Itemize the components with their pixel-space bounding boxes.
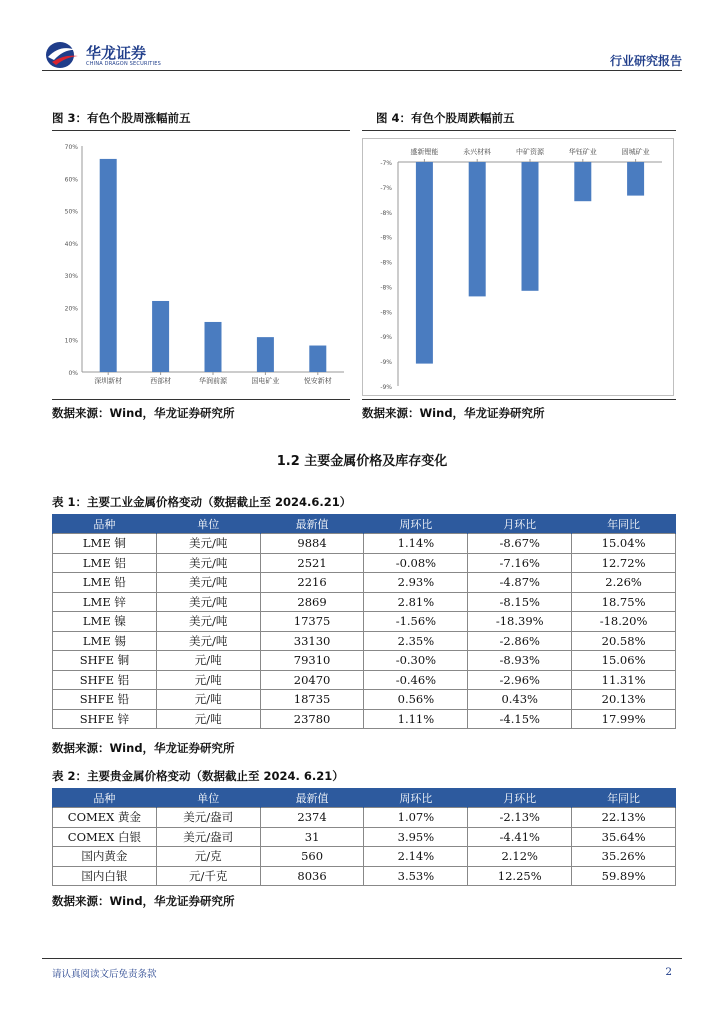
table-cell: SHFE 锌: [53, 709, 157, 729]
table-cell: 18.75%: [572, 592, 676, 612]
table-row: [53, 709, 676, 729]
table-cell: -2.96%: [468, 670, 572, 690]
table2-source: 数据来源：Wind，华龙证券研究所: [52, 894, 235, 908]
table1-header-cell: 年同比: [572, 514, 676, 534]
table-cell: 560: [260, 847, 364, 867]
bar: [522, 162, 539, 291]
table-row: [53, 612, 676, 632]
x-tick-label: 西部材: [150, 377, 172, 385]
table-row: [53, 866, 676, 886]
y-tick-label: -8%: [380, 309, 392, 317]
table-cell: 20470: [260, 670, 364, 690]
table-cell: 20.13%: [572, 690, 676, 710]
x-tick-label: 国电矿业: [251, 377, 280, 385]
y-tick-label: -9%: [380, 359, 392, 367]
figure3-source: 数据来源：Wind，华龙证券研究所: [52, 406, 235, 420]
figure3-bottom-rule: [52, 399, 350, 400]
y-tick-label: -8%: [380, 259, 392, 267]
bar: [205, 322, 222, 372]
y-tick-label: -9%: [380, 334, 392, 342]
table-cell: 12.25%: [468, 866, 572, 886]
x-tick-label: 华润前源: [199, 377, 227, 385]
table-cell: SHFE 铝: [53, 670, 157, 690]
table1: [52, 514, 676, 729]
table-cell: -0.30%: [364, 651, 468, 671]
table-cell: 1.14%: [364, 534, 468, 554]
table1-header-cell: 单位: [156, 514, 260, 534]
table-cell: 美元/吨: [156, 573, 260, 593]
table-cell: 3.95%: [364, 827, 468, 847]
table-row: [53, 827, 676, 847]
x-tick-label: 悦安新材: [303, 377, 332, 385]
y-tick-label: 20%: [64, 305, 78, 313]
figure4-title: 图 4：有色个股周跌幅前五: [376, 111, 515, 125]
table2-header-cell: 周环比: [364, 788, 468, 808]
table-cell: 1.11%: [364, 709, 468, 729]
table-cell: 15.06%: [572, 651, 676, 671]
y-tick-label: -8%: [380, 284, 392, 292]
table-cell: 美元/盎司: [156, 827, 260, 847]
table-cell: 33130: [260, 631, 364, 651]
table-cell: 15.04%: [572, 534, 676, 554]
table-cell: 8036: [260, 866, 364, 886]
bar: [627, 162, 644, 196]
table-cell: 元/克: [156, 847, 260, 867]
y-tick-label: 0%: [68, 370, 78, 377]
y-tick-label: -7%: [380, 184, 392, 192]
table-row: [53, 534, 676, 554]
table-cell: 2.26%: [572, 573, 676, 593]
table-cell: -18.39%: [468, 612, 572, 632]
table-cell: 国内黄金: [53, 847, 157, 867]
brand-subtitle: CHINA DRAGON SECURITIES: [86, 61, 161, 67]
table-cell: -2.86%: [468, 631, 572, 651]
table-cell: -8.93%: [468, 651, 572, 671]
table-cell: 美元/吨: [156, 534, 260, 554]
y-tick-label: -9%: [380, 384, 392, 391]
table2: [52, 788, 676, 886]
x-tick-label: 深圳新材: [94, 377, 123, 385]
table-cell: 59.89%: [572, 866, 676, 886]
table1-header-cell: 最新值: [260, 514, 364, 534]
figure4-title-rule: [362, 130, 676, 131]
table-cell: 2.93%: [364, 573, 468, 593]
table-cell: -8.15%: [468, 592, 572, 612]
table1-header-cell: 月环比: [468, 514, 572, 534]
table-cell: LME 铝: [53, 553, 157, 573]
table-cell: 0.56%: [364, 690, 468, 710]
table-cell: 22.13%: [572, 808, 676, 828]
table2-title: 表 2：主要贵金属价格变动（数据截止至 2024. 6.21）: [52, 769, 344, 783]
table-row: [53, 847, 676, 867]
table-cell: -1.56%: [364, 612, 468, 632]
bar: [257, 337, 274, 372]
y-tick-label: -8%: [380, 234, 392, 242]
table-cell: 23780: [260, 709, 364, 729]
table-cell: -2.13%: [468, 808, 572, 828]
table-cell: 美元/吨: [156, 592, 260, 612]
table-cell: 2.35%: [364, 631, 468, 651]
table-cell: -4.41%: [468, 827, 572, 847]
table1-source: 数据来源：Wind，华龙证券研究所: [52, 741, 235, 755]
table-row: [53, 573, 676, 593]
table-cell: 国内白银: [53, 866, 157, 886]
table-cell: -7.16%: [468, 553, 572, 573]
table-cell: 美元/吨: [156, 553, 260, 573]
table2-header-cell: 品种: [53, 788, 157, 808]
table1-header-cell: 品种: [53, 514, 157, 534]
table-cell: 1.07%: [364, 808, 468, 828]
figure4-chart-svg: [362, 138, 674, 396]
table2-header-cell: 月环比: [468, 788, 572, 808]
bar: [469, 162, 486, 296]
table1-header-row: [53, 514, 676, 534]
table-cell: COMEX 白银: [53, 827, 157, 847]
table-cell: -4.87%: [468, 573, 572, 593]
table-cell: 美元/吨: [156, 631, 260, 651]
figure3-chart: [52, 136, 350, 394]
table-row: [53, 670, 676, 690]
table-cell: 17375: [260, 612, 364, 632]
table-cell: 79310: [260, 651, 364, 671]
table-row: [53, 808, 676, 828]
table-cell: 31: [260, 827, 364, 847]
table-cell: 元/吨: [156, 709, 260, 729]
figure3-chart-svg: [52, 136, 350, 394]
table-cell: 0.43%: [468, 690, 572, 710]
table-row: [53, 553, 676, 573]
table-cell: SHFE 铜: [53, 651, 157, 671]
y-tick-label: 40%: [64, 240, 78, 248]
page-header: [42, 40, 682, 70]
bar: [416, 162, 433, 364]
brand-name: 华龙证券: [86, 44, 147, 62]
table-cell: 35.26%: [572, 847, 676, 867]
table-cell: -0.46%: [364, 670, 468, 690]
table-cell: 3.53%: [364, 866, 468, 886]
report-type: 行业研究报告: [609, 54, 682, 68]
table-cell: 2374: [260, 808, 364, 828]
x-tick-label: 盛新锂能: [410, 148, 439, 156]
table-cell: 元/吨: [156, 670, 260, 690]
table2-header-cell: 单位: [156, 788, 260, 808]
header-divider: [42, 70, 682, 71]
figure3-title: 图 3：有色个股周涨幅前五: [52, 111, 191, 125]
footer-divider: [42, 958, 682, 959]
table-cell: 2.12%: [468, 847, 572, 867]
table-cell: 2521: [260, 553, 364, 573]
bar: [574, 162, 591, 201]
table-cell: 20.58%: [572, 631, 676, 651]
table-cell: COMEX 黄金: [53, 808, 157, 828]
figure4-bottom-rule: [362, 399, 676, 400]
table2-header-row: [53, 788, 676, 808]
table-cell: 元/吨: [156, 651, 260, 671]
table-cell: 2869: [260, 592, 364, 612]
table-cell: 18735: [260, 690, 364, 710]
table-cell: SHFE 铅: [53, 690, 157, 710]
x-tick-label: 永兴材料: [463, 148, 492, 156]
bar: [152, 301, 169, 372]
table-cell: -4.15%: [468, 709, 572, 729]
table-row: [53, 651, 676, 671]
x-tick-label: 固城矿业: [621, 148, 650, 156]
y-tick-label: -7%: [380, 160, 392, 167]
table2-header-cell: 最新值: [260, 788, 364, 808]
figure4-source: 数据来源：Wind，华龙证券研究所: [362, 406, 545, 420]
bar: [100, 159, 117, 372]
y-tick-label: -8%: [380, 209, 392, 217]
section-title: 1.2 主要金属价格及库存变化: [276, 454, 448, 469]
y-tick-label: 30%: [64, 273, 78, 281]
table-cell: -8.67%: [468, 534, 572, 554]
table-cell: -0.08%: [364, 553, 468, 573]
table-cell: 2216: [260, 573, 364, 593]
y-tick-label: 60%: [64, 176, 78, 184]
table1-title: 表 1：主要工业金属价格变动（数据截止至 2024.6.21）: [52, 495, 352, 509]
table-cell: 美元/吨: [156, 612, 260, 632]
table-cell: 12.72%: [572, 553, 676, 573]
page-number: 2: [665, 966, 672, 978]
table-cell: LME 铜: [53, 534, 157, 554]
figure3-title-rule: [52, 130, 350, 131]
table-cell: LME 镍: [53, 612, 157, 632]
table-row: [53, 592, 676, 612]
hualong-logo-icon: [42, 40, 82, 70]
table-cell: -18.20%: [572, 612, 676, 632]
figure4-chart: [362, 138, 674, 396]
table-cell: LME 铅: [53, 573, 157, 593]
table-cell: 35.64%: [572, 827, 676, 847]
table-cell: 美元/盎司: [156, 808, 260, 828]
table-cell: 9884: [260, 534, 364, 554]
y-tick-label: 50%: [64, 208, 78, 216]
table-row: [53, 631, 676, 651]
table-cell: 2.14%: [364, 847, 468, 867]
disclaimer-note: 请认真阅读文后免责条款: [52, 969, 157, 980]
table1-header-cell: 周环比: [364, 514, 468, 534]
table2-header-cell: 年同比: [572, 788, 676, 808]
table-cell: 17.99%: [572, 709, 676, 729]
table-cell: 元/吨: [156, 690, 260, 710]
y-tick-label: 10%: [64, 337, 78, 345]
x-tick-label: 中矿资源: [516, 148, 544, 156]
bar: [309, 346, 326, 372]
y-tick-label: 70%: [64, 144, 78, 151]
table-cell: 11.31%: [572, 670, 676, 690]
table-cell: 2.81%: [364, 592, 468, 612]
table-row: [53, 690, 676, 710]
table-cell: LME 锌: [53, 592, 157, 612]
x-tick-label: 华钰矿业: [568, 148, 597, 156]
table-cell: LME 锡: [53, 631, 157, 651]
table-cell: 元/千克: [156, 866, 260, 886]
